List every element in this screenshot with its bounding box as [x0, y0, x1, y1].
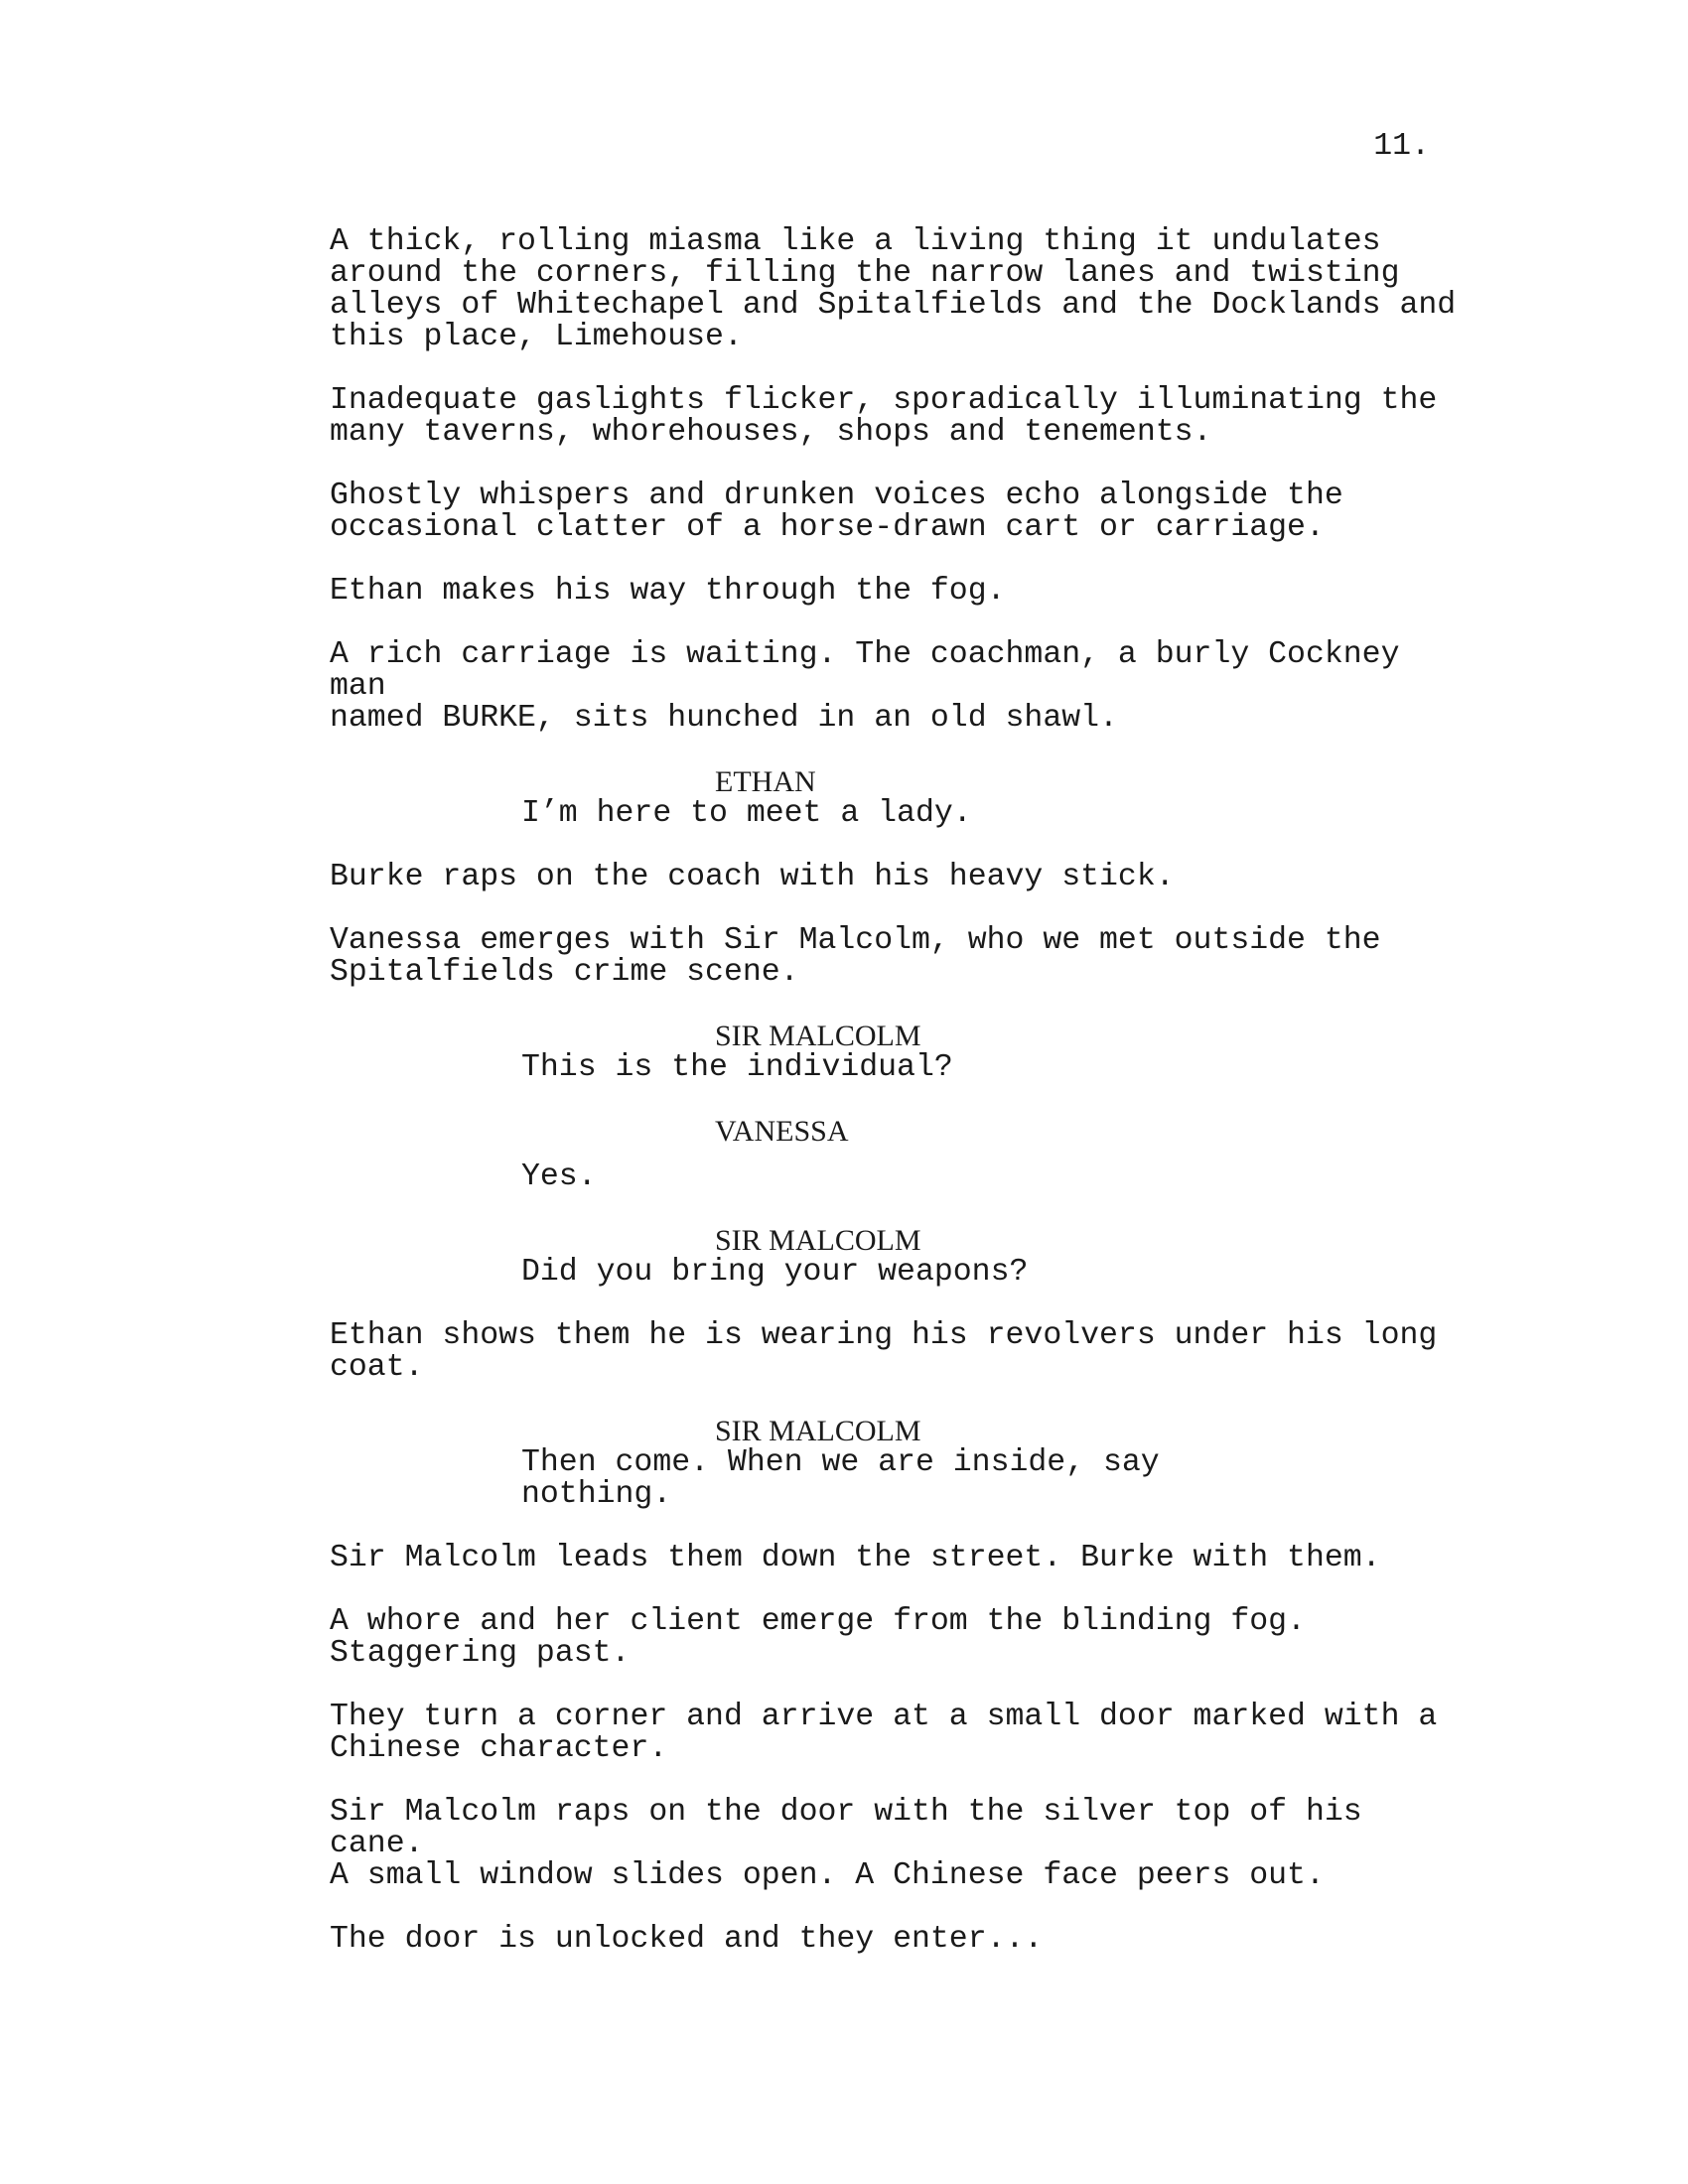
- action-paragraph: Ethan shows them he is wearing his revolvers under his long coat.: [330, 1318, 1438, 1385]
- action-paragraph: Ghostly whispers and drunken voices echo alongside the occasional clatter of a horse-drawn cart or carriage.: [330, 478, 1343, 545]
- action-paragraph: Vanessa emerges with Sir Malcolm, who we met outside the Spitalfields crime scene.: [330, 923, 1381, 990]
- dialogue-line: Did you bring your weapons?: [521, 1255, 1029, 1290]
- character-name: VANESSA: [715, 1115, 849, 1148]
- action-paragraph: Sir Malcolm leads them down the street. Burke with them.: [330, 1541, 1381, 1575]
- action-paragraph: Burke raps on the coach with his heavy stick.: [330, 860, 1175, 894]
- dialogue-block: [330, 766, 1472, 830]
- character-name: ETHAN: [715, 765, 816, 798]
- action-paragraph: A thick, rolling miasma like a living thing it undulates around the corners, filling the narrow lanes and twisting alleys of Whitechapel and Spitalfields and the Docklands and this place, Limehouse.: [330, 224, 1457, 354]
- action-paragraph: Sir Malcolm raps on the door with the silver top of his cane. A small window slides open. A Chinese face peers out.: [330, 1795, 1362, 1893]
- action-paragraph: A rich carriage is waiting. The coachman, a burly Cockney man named BURKE, sits hunched in an old shawl.: [330, 637, 1400, 736]
- dialogue-block: [330, 1021, 1472, 1084]
- dialogue-line: Then come. When we are inside, say nothing.: [521, 1445, 1160, 1512]
- action-paragraph: The door is unlocked and they enter...: [330, 1922, 1044, 1957]
- script-body: [330, 226, 1472, 1987]
- dialogue-block: [330, 1116, 1472, 1193]
- dialogue-gap: [330, 1148, 1472, 1161]
- action-paragraph: Ethan makes his way through the fog.: [330, 574, 1006, 609]
- character-name: SIR MALCOLM: [715, 1224, 921, 1257]
- dialogue-line: This is the individual?: [521, 1050, 953, 1085]
- action-paragraph: A whore and her client emerge from the blinding fog. Staggering past.: [330, 1604, 1306, 1671]
- action-paragraph: Inadequate gaslights flicker, sporadically illuminating the many taverns, whorehouses, shops and tenements.: [330, 383, 1438, 450]
- dialogue-line: Yes.: [521, 1160, 597, 1194]
- dialogue-line: I’m here to meet a lady.: [521, 796, 972, 831]
- dialogue-block: [330, 1225, 1472, 1289]
- page-number: 11.: [1373, 129, 1430, 164]
- dialogue-block: [330, 1416, 1472, 1511]
- action-paragraph: They turn a corner and arrive at a small door marked with a Chinese character.: [330, 1700, 1438, 1766]
- character-name: SIR MALCOLM: [715, 1020, 921, 1052]
- character-name: SIR MALCOLM: [715, 1415, 921, 1447]
